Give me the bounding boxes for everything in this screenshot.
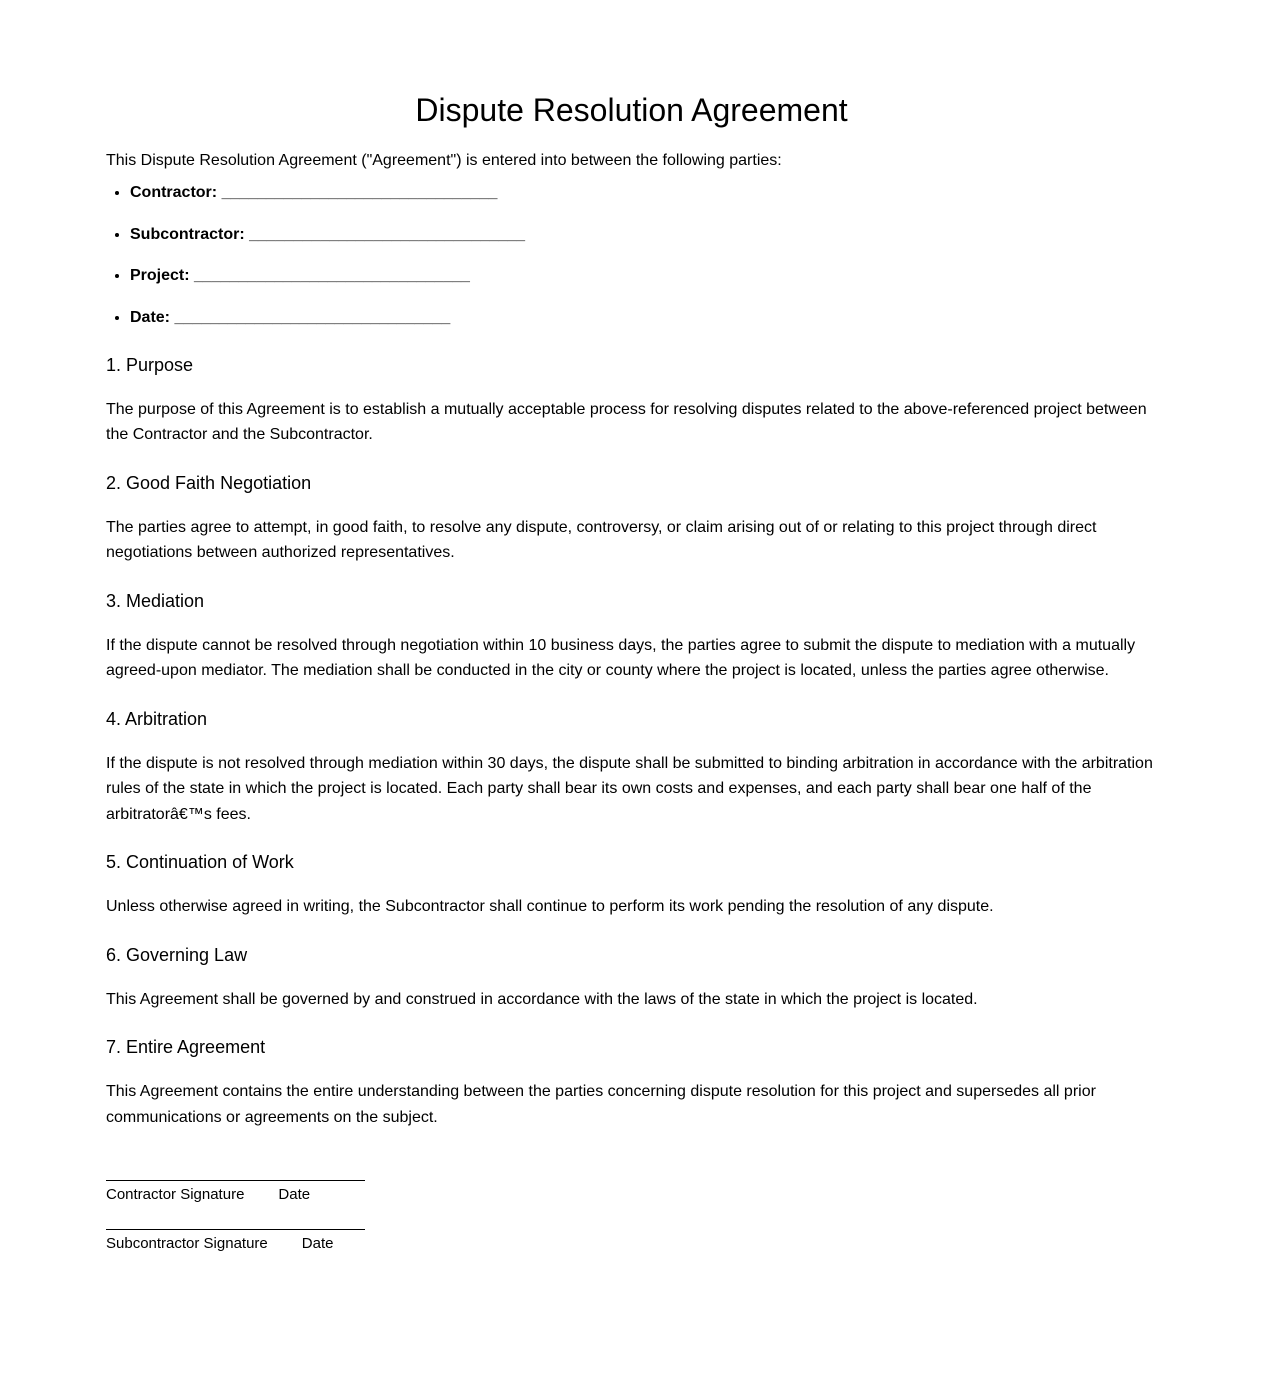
section-text: Unless otherwise agreed in writing, the Subcontractor shall continue to perform its work pending the resolution of any dispute. <box>106 898 994 915</box>
section-heading: 7. Entire Agreement <box>106 1037 266 1057</box>
signature-block <box>106 1180 1157 1254</box>
signature-label: Subcontractor Signature <box>106 1235 268 1252</box>
section-text: If the dispute cannot be resolved through negotiation within 10 business days, the parties agree to submit the dispute to mediation with a mutually agreed-upon mediator. The mediation shall be conducted in the city or county where the project is located, unless the parties agree otherwise. <box>106 636 1136 679</box>
section-continuation <box>106 850 1157 920</box>
section-mediation <box>106 589 1157 684</box>
party-label: Subcontractor: <box>130 225 245 243</box>
section-text: If the dispute is not resolved through mediation within 30 days, the dispute shall be submitted to binding arbitration in accordance with the arbitration rules of the state in which the project is located. Each party shall bear its own costs and expenses, and each party shall bear one half of the arbitratorâ€™s fees. <box>106 754 1153 823</box>
party-contractor <box>130 182 1157 204</box>
date-label: Date <box>301 1235 334 1252</box>
section-heading: 5. Continuation of Work <box>106 852 294 872</box>
party-label: Date: <box>130 308 171 326</box>
parties-list <box>106 182 1157 329</box>
blank-line: _______________________________ <box>249 225 525 243</box>
section-text: This Agreement shall be governed by and construed in accordance with the laws of the state in which the project is located. <box>106 990 978 1008</box>
section-heading: 3. Mediation <box>106 590 205 611</box>
section-entire-agreement <box>106 1035 1157 1130</box>
blank-line: _______________________________ <box>194 267 470 284</box>
blank-line: _______________________________ <box>174 308 451 326</box>
section-arbitration <box>106 707 1157 828</box>
section-text: The parties agree to attempt, in good faith, to resolve any dispute, controversy, or claim arising out of or relating to this project through direct negotiations between authorized representatives. <box>106 518 1097 561</box>
section-heading: 4. Arbitration <box>106 708 208 729</box>
section-text: The purpose of this Agreement is to establish a mutually acceptable process for resolving disputes related to the above-referenced project between the Contractor and the Subcontractor. <box>106 400 1147 443</box>
section-negotiation <box>106 471 1157 566</box>
party-label: Contractor: <box>130 184 218 201</box>
section-heading: 6. Governing Law <box>106 944 248 965</box>
section-text: This Agreement contains the entire understanding between the parties concerning dispute resolution for this project and supersedes all prior communications or agreements on the subject. <box>106 1083 1096 1126</box>
section-heading: 2. Good Faith Negotiation <box>106 472 312 493</box>
intro-paragraph: This Dispute Resolution Agreement ("Agreement") is entered into between the following parties: <box>106 152 782 169</box>
party-label: Project: <box>130 267 190 284</box>
party-subcontractor <box>130 224 1157 246</box>
blank-line: _______________________________ <box>221 184 498 201</box>
party-project <box>130 265 1157 287</box>
date-label: Date <box>278 1186 311 1203</box>
sections <box>106 353 1157 1131</box>
document-title: Dispute Resolution Agreement <box>415 92 848 128</box>
section-governing-law <box>106 943 1157 1013</box>
party-date <box>130 307 1157 329</box>
section-purpose <box>106 353 1157 448</box>
subcontractor-signature-line <box>106 1229 365 1254</box>
signature-label: Contractor Signature <box>106 1186 245 1203</box>
section-heading: 1. Purpose <box>106 354 194 375</box>
contractor-signature-line <box>106 1180 365 1205</box>
